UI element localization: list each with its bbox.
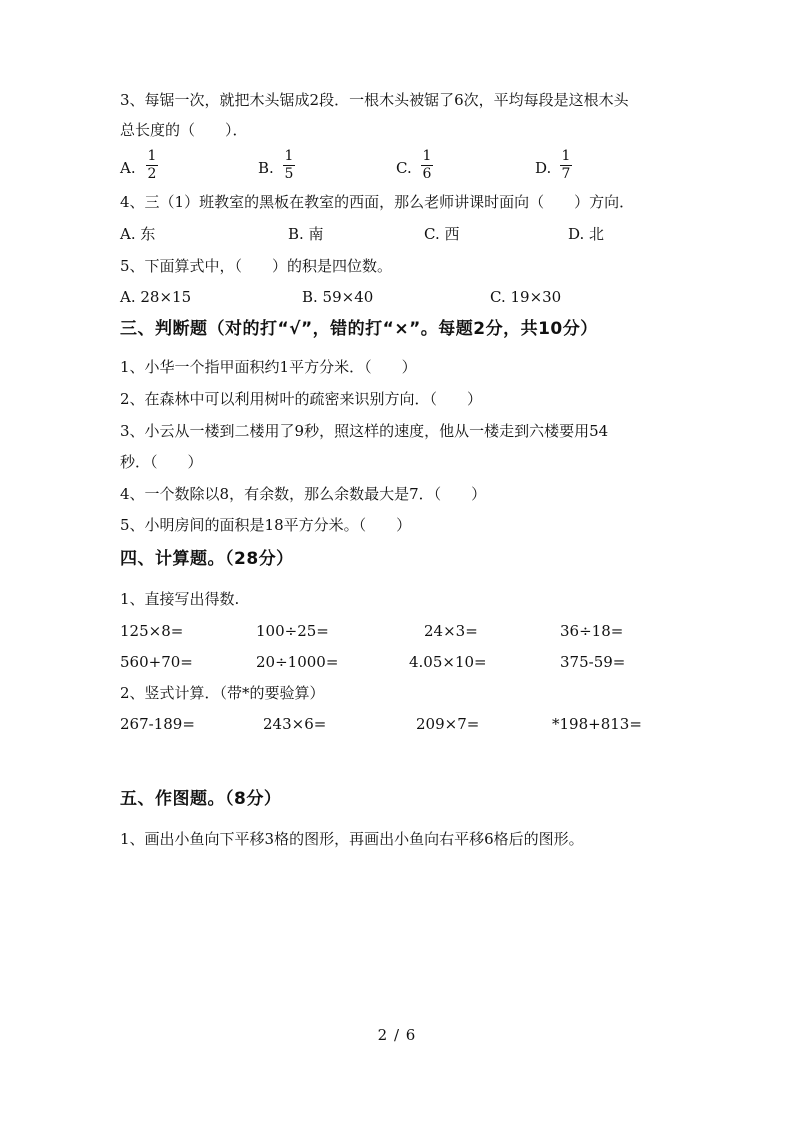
judge-item-3: 3、小云从一楼到二楼用了9秒，照这样的速度，他从一楼走到六楼要用54 [120,422,609,440]
calc-item: 375-59= [560,653,626,671]
q3-option-b-fraction: $\frac{1}{5}$ [284,148,294,182]
q4-option-a: A. 东 [120,225,156,243]
judge-item-1: 1、小华一个指甲面积约1平方分米．（ ） [120,358,417,376]
q3-option-b-label: B. [258,159,274,177]
q4-text: 4、三（1）班教室的黑板在教室的西面，那么老师讲课时面向（ ）方向． [120,193,635,211]
q3-option-d-label: D. [535,159,552,177]
calc-item: 560+70= [120,653,193,671]
vertical-calc-item: 267-189= [120,715,195,733]
q4-option-d: D. 北 [568,225,605,243]
judge-item-2: 2、在森林中可以利用树叶的疏密来识别方向．（ ） [120,390,483,408]
judge-item-4: 4、一个数除以8，有余数，那么余数最大是7．（ ） [120,485,487,503]
calc-item: 4.05×10= [409,653,487,671]
calc-item: 125×8= [120,622,184,640]
vertical-calc-item: 243×6= [263,715,327,733]
q3-option-c-label: C. [396,159,412,177]
q3-line1: 3、每锯一次，就把木头锯成2段．一根木头被锯了6次，平均每段是这根木头 [120,91,629,109]
vertical-calc-item: 209×7= [416,715,480,733]
calc-sub1: 1、直接写出得数. [120,590,240,608]
judge-item-5: 5、小明房间的面积是18平方分米。（ ） [120,516,412,534]
q5-text: 5、下面算式中，（ ）的积是四位数。 [120,257,393,275]
calc-item: 100÷25= [256,622,329,640]
section5-heading: 五、作图题。（8分） [120,789,282,809]
calc-item: 20÷1000= [256,653,339,671]
judge-item-3-cont: 秒．（ ） [120,453,203,471]
q4-option-b: B. 南 [288,225,324,243]
drawing-item-1: 1、画出小鱼向下平移3格的图形，再画出小鱼向右平移6格后的图形。 [120,830,584,848]
section4-heading: 四、计算题。（28分） [120,549,294,569]
q5-option-c: C. 19×30 [490,288,562,306]
q3-option-c-fraction: $\frac{1}{6}$ [422,148,432,182]
page-number: 2 / 6 [377,1026,417,1044]
calc-item: 36÷18= [560,622,624,640]
calc-item: 24×3= [424,622,478,640]
q3-option-a-label: A. [120,159,136,177]
q5-option-a: A. 28×15 [120,288,192,306]
q3-line2: 总长度的（ ）． [120,121,248,139]
section3-heading: 三、判断题（对的打“√”，错的打“×”。每题2分，共10分） [120,319,598,339]
q3-option-d-fraction: $\frac{1}{7}$ [561,148,571,182]
calc-sub2: 2、竖式计算．（带*的要验算） [120,684,325,702]
q4-option-c: C. 西 [424,225,460,243]
q3-option-a-fraction: $\frac{1}{2}$ [147,148,157,182]
vertical-calc-item: *198+813= [552,715,642,733]
q5-option-b: B. 59×40 [302,288,374,306]
